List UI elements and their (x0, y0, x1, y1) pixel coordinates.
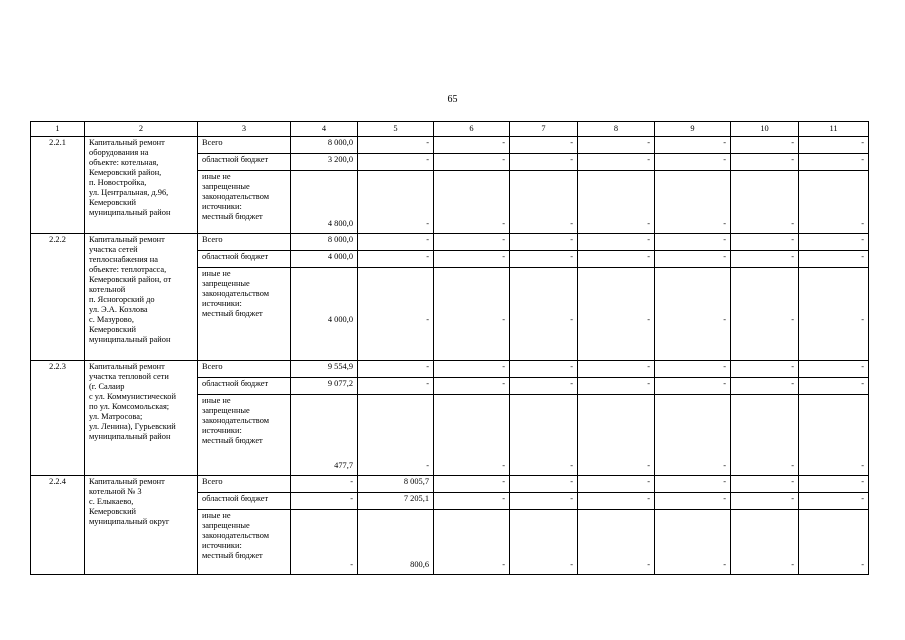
value-cell: - (578, 171, 655, 234)
value-cell: - (434, 171, 510, 234)
item-name-line: ул. Ленина), Гурьевский (89, 422, 176, 431)
value-cell: - (655, 476, 731, 493)
funding-source: областной бюджет (198, 154, 291, 171)
item-name-line: п. Новостройка, (89, 178, 147, 187)
value-cell: 9 554,9 (291, 361, 358, 378)
item-name-line: (г. Салаир (89, 382, 125, 391)
value-cell: 9 077,2 (291, 378, 358, 395)
item-name-line: муниципальный округ (89, 517, 170, 526)
value-cell: - (655, 154, 731, 171)
value-cell: - (799, 154, 869, 171)
item-name-line: участка сетей (89, 245, 138, 254)
value-cell: - (358, 268, 434, 361)
value-cell: - (291, 476, 358, 493)
funding-source: иные не запрещенные законодательством источники: местный бюджет (198, 268, 291, 361)
value-cell: - (434, 137, 510, 154)
column-header: 3 (198, 122, 291, 137)
value-cell: 4 800,0 (291, 171, 358, 234)
value-cell: 8 005,7 (358, 476, 434, 493)
item-name-line: Кемеровский (89, 198, 137, 207)
item-name-line: объекте: котельная, (89, 158, 159, 167)
funding-source: иные не запрещенные законодательством источники: местный бюджет (198, 395, 291, 476)
funding-source: Всего (198, 361, 291, 378)
item-name-line: котельной № 3 (89, 487, 142, 496)
table-row (31, 137, 869, 154)
value-cell: - (799, 395, 869, 476)
value-cell: - (510, 493, 578, 510)
item-number: 2.2.3 (31, 361, 85, 476)
value-cell: - (510, 234, 578, 251)
column-header: 1 (31, 122, 85, 137)
item-number: 2.2.4 (31, 476, 85, 575)
item-name-line: муниципальный район (89, 335, 171, 344)
column-header: 5 (358, 122, 434, 137)
value-cell: - (434, 234, 510, 251)
value-cell: - (578, 251, 655, 268)
column-header: 2 (85, 122, 198, 137)
item-name-line: ул. Матросова; (89, 412, 143, 421)
item-name-line: котельной (89, 285, 126, 294)
value-cell: 8 000,0 (291, 234, 358, 251)
value-cell: - (731, 251, 799, 268)
value-cell: - (358, 154, 434, 171)
value-cell: - (799, 493, 869, 510)
value-cell: - (510, 361, 578, 378)
value-cell: - (655, 268, 731, 361)
value-cell: - (434, 361, 510, 378)
item-name-line: с. Елыкаево, (89, 497, 134, 506)
page-number: 65 (447, 94, 458, 105)
value-cell: - (799, 476, 869, 493)
value-cell: - (434, 154, 510, 171)
value-cell: - (799, 378, 869, 395)
value-cell: - (578, 476, 655, 493)
column-header: 11 (799, 122, 869, 137)
item-name-line: оборудования на (89, 148, 149, 157)
item-name-line: по ул. Комсомольская; (89, 402, 170, 411)
value-cell: - (578, 395, 655, 476)
funding-source: Всего (198, 476, 291, 493)
item-name-line: Капитальный ремонт (89, 477, 165, 486)
value-cell: - (358, 137, 434, 154)
funding-source: Всего (198, 234, 291, 251)
item-name-line: Капитальный ремонт (89, 138, 165, 147)
value-cell: - (578, 234, 655, 251)
value-cell: - (358, 251, 434, 268)
value-cell: - (655, 493, 731, 510)
value-cell: 8 000,0 (291, 137, 358, 154)
value-cell: - (799, 268, 869, 361)
column-header: 4 (291, 122, 358, 137)
item-name-line: Капитальный ремонт (89, 362, 165, 371)
value-cell: - (731, 493, 799, 510)
funding-source: областной бюджет (198, 251, 291, 268)
column-header: 9 (655, 122, 731, 137)
funding-source: иные не запрещенные законодательством источники: местный бюджет (198, 510, 291, 575)
header-row (31, 122, 869, 137)
value-cell: - (799, 234, 869, 251)
value-cell: - (731, 510, 799, 575)
column-header: 10 (731, 122, 799, 137)
value-cell: - (655, 395, 731, 476)
value-cell: - (731, 395, 799, 476)
funding-source: иные не запрещенные законодательством источники: местный бюджет (198, 171, 291, 234)
value-cell: - (434, 510, 510, 575)
item-name-line: участка тепловой сети (89, 372, 169, 381)
value-cell: - (799, 137, 869, 154)
item-name-line: с. Мазурово, (89, 315, 134, 324)
item-name-line: Кемеровский район, (89, 168, 162, 177)
value-cell: - (655, 137, 731, 154)
funding-source: областной бюджет (198, 493, 291, 510)
item-name-line: муниципальный район (89, 432, 171, 441)
item-name (85, 234, 198, 361)
value-cell: - (731, 137, 799, 154)
value-cell: - (731, 378, 799, 395)
value-cell: - (655, 361, 731, 378)
value-cell: - (510, 268, 578, 361)
value-cell: 477,7 (291, 395, 358, 476)
item-number: 2.2.1 (31, 137, 85, 234)
value-cell: - (434, 268, 510, 361)
value-cell: - (731, 171, 799, 234)
item-name-line: Кемеровский (89, 507, 137, 516)
value-cell: - (434, 476, 510, 493)
item-name-line: ул. Центральная, д.96, (89, 188, 169, 197)
item-name-line: Кемеровский район, от (89, 275, 172, 284)
value-cell: - (731, 361, 799, 378)
value-cell: - (510, 378, 578, 395)
value-cell: - (655, 251, 731, 268)
item-name-line: п. Ясногорский до (89, 295, 155, 304)
value-cell: - (434, 378, 510, 395)
value-cell: - (578, 361, 655, 378)
value-cell: - (358, 171, 434, 234)
funding-source: областной бюджет (198, 378, 291, 395)
value-cell: 4 000,0 (291, 268, 358, 361)
value-cell: - (578, 154, 655, 171)
budget-table (30, 121, 869, 575)
item-name (85, 361, 198, 476)
table-row (31, 234, 869, 251)
value-cell: - (799, 510, 869, 575)
value-cell: - (655, 234, 731, 251)
value-cell: - (434, 251, 510, 268)
value-cell: - (578, 493, 655, 510)
value-cell: - (510, 476, 578, 493)
value-cell: - (578, 137, 655, 154)
table-row (31, 476, 869, 493)
column-header: 6 (434, 122, 510, 137)
value-cell: - (358, 361, 434, 378)
value-cell: - (578, 268, 655, 361)
table-row (31, 361, 869, 378)
value-cell: - (578, 510, 655, 575)
item-name-line: муниципальный район (89, 208, 171, 217)
value-cell: - (510, 395, 578, 476)
item-name-line: Кемеровский (89, 325, 137, 334)
value-cell: - (358, 378, 434, 395)
column-header: 8 (578, 122, 655, 137)
value-cell: - (291, 493, 358, 510)
value-cell: 7 205,1 (358, 493, 434, 510)
item-number: 2.2.2 (31, 234, 85, 361)
funding-source: Всего (198, 137, 291, 154)
value-cell: - (434, 493, 510, 510)
value-cell: - (655, 171, 731, 234)
value-cell: 3 200,0 (291, 154, 358, 171)
value-cell: - (655, 378, 731, 395)
value-cell: - (731, 268, 799, 361)
value-cell: - (731, 154, 799, 171)
value-cell: - (731, 234, 799, 251)
item-name-line: объекте: теплотрасса, (89, 265, 167, 274)
value-cell: - (578, 378, 655, 395)
value-cell: - (510, 154, 578, 171)
value-cell: - (510, 137, 578, 154)
value-cell: 4 000,0 (291, 251, 358, 268)
item-name-line: с ул. Коммунистической (89, 392, 176, 401)
value-cell: 800,6 (358, 510, 434, 575)
value-cell: - (291, 510, 358, 575)
item-name-line: ул. Э.А. Козлова (89, 305, 148, 314)
value-cell: - (510, 171, 578, 234)
value-cell: - (799, 251, 869, 268)
value-cell: - (358, 234, 434, 251)
column-header: 7 (510, 122, 578, 137)
value-cell: - (655, 510, 731, 575)
value-cell: - (799, 361, 869, 378)
value-cell: - (510, 510, 578, 575)
value-cell: - (510, 251, 578, 268)
item-name (85, 476, 198, 575)
value-cell: - (434, 395, 510, 476)
item-name (85, 137, 198, 234)
value-cell: - (799, 171, 869, 234)
value-cell: - (358, 395, 434, 476)
item-name-line: Капитальный ремонт (89, 235, 165, 244)
value-cell: - (731, 476, 799, 493)
item-name-line: теплоснабжения на (89, 255, 158, 264)
